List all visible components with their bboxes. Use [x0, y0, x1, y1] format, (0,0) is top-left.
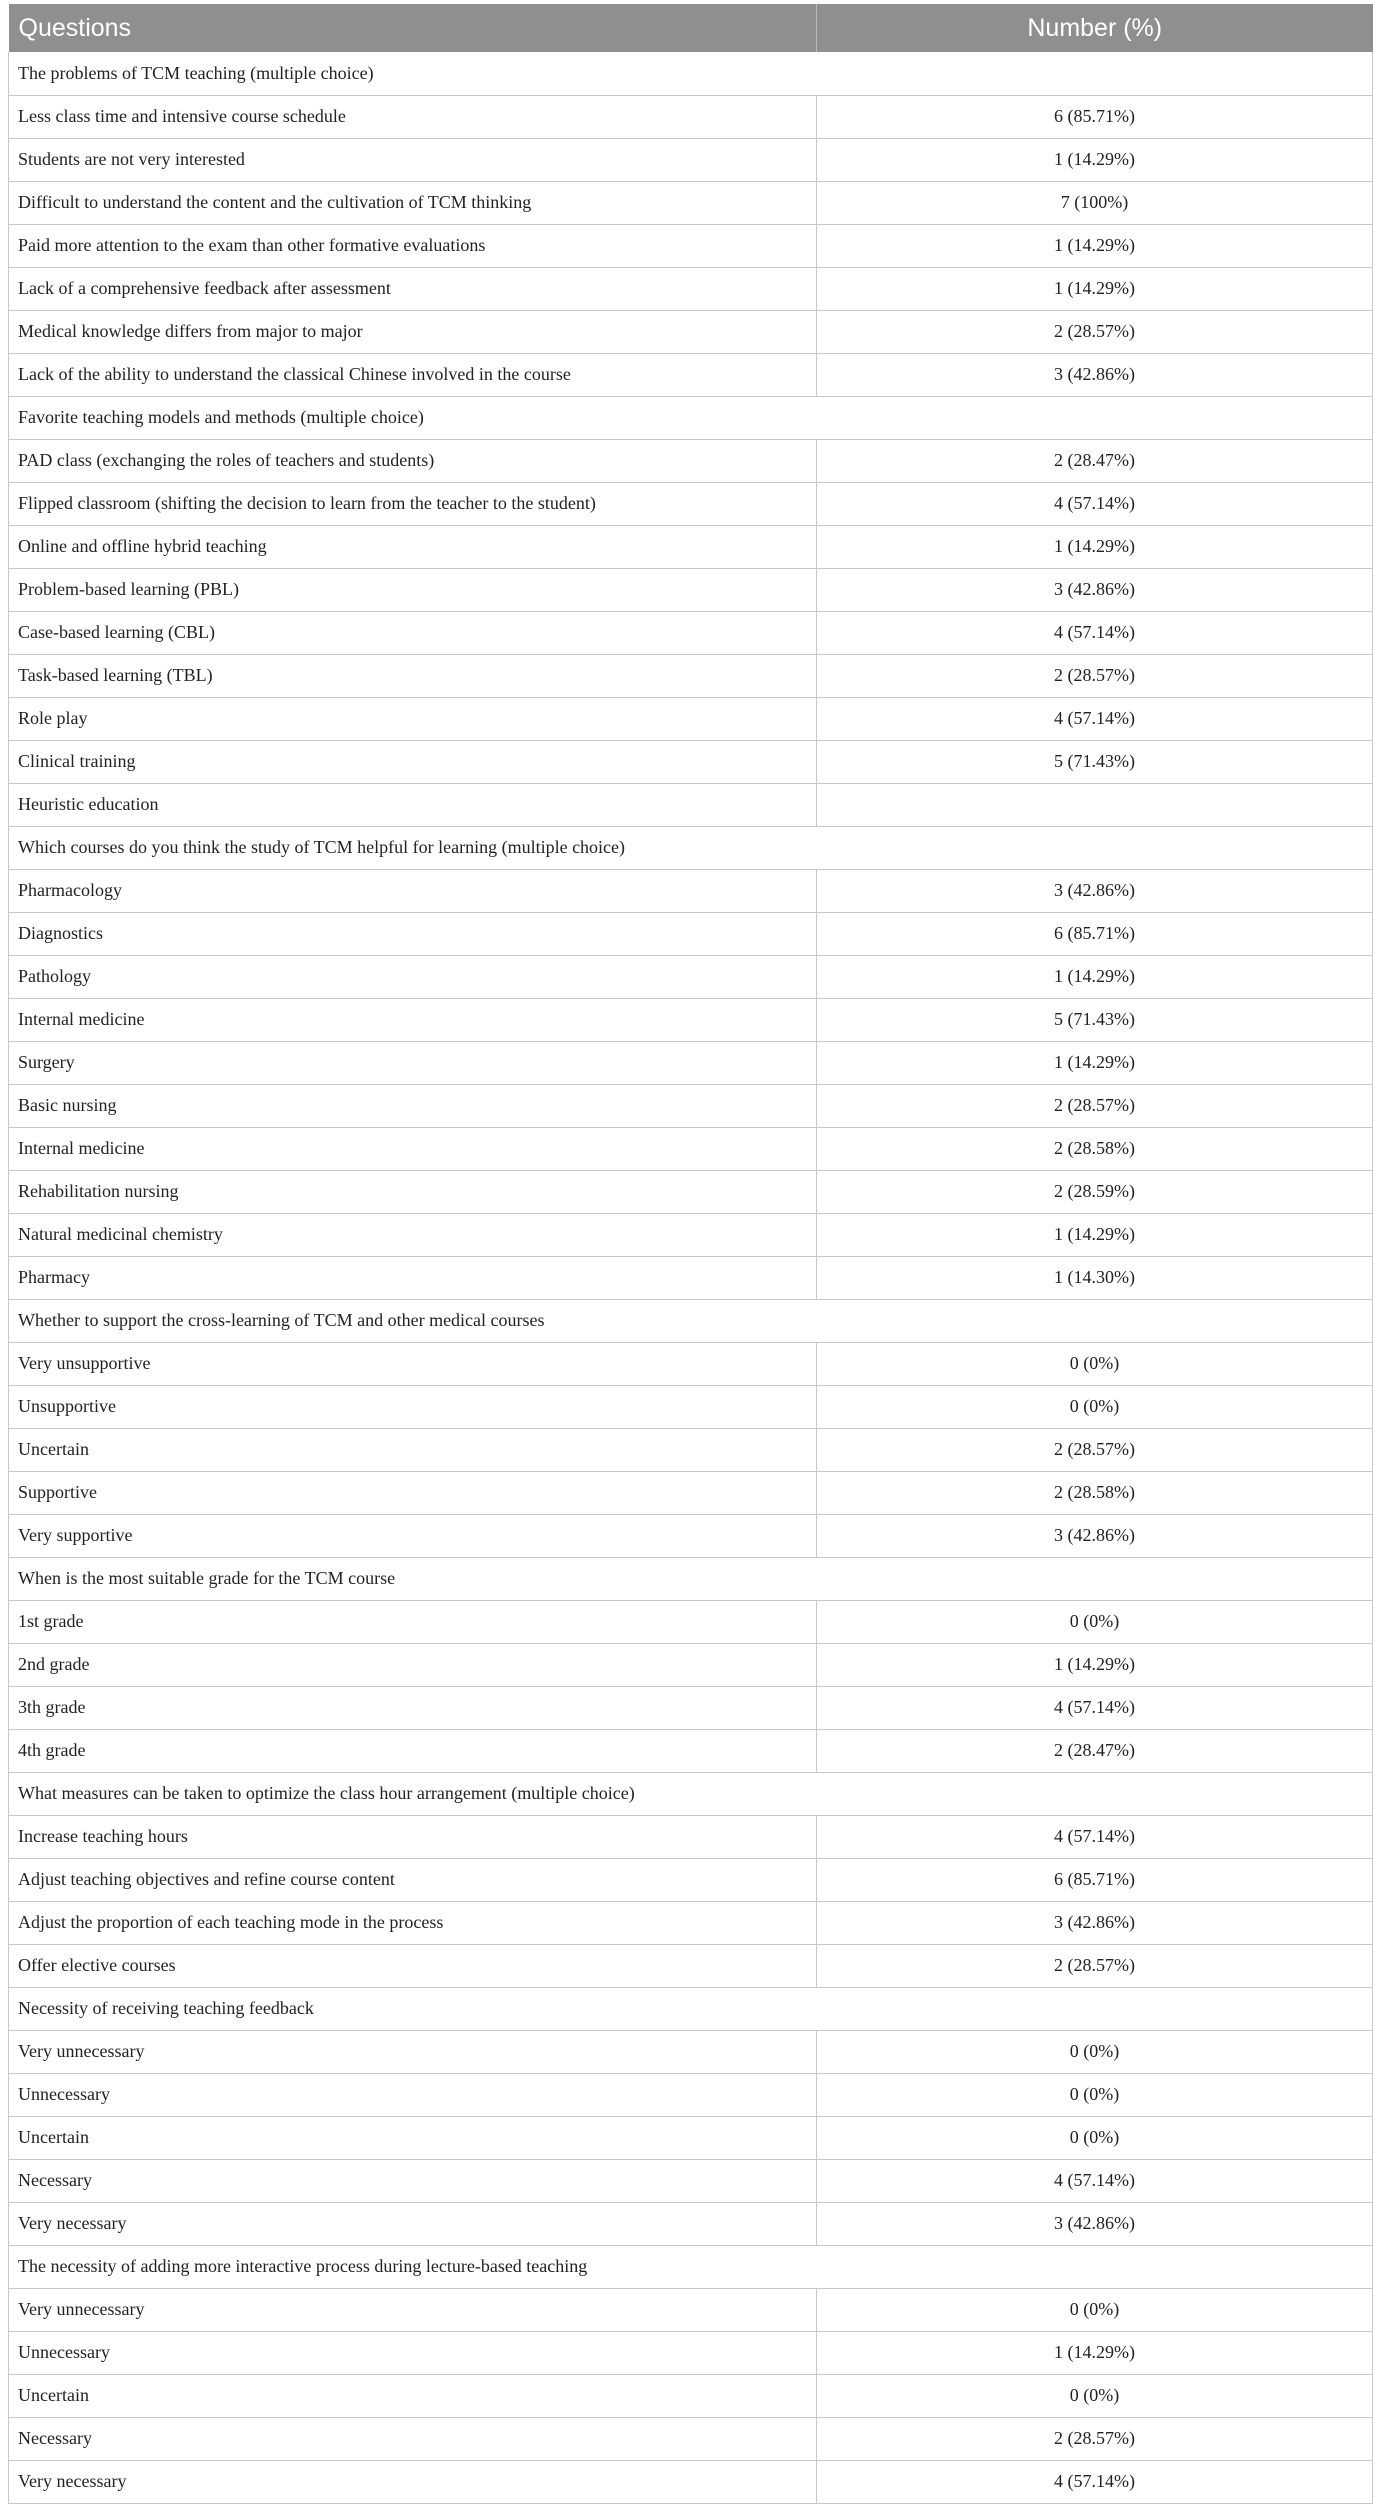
question-cell: Pathology	[9, 955, 817, 998]
question-cell: Surgery	[9, 1041, 817, 1084]
number-cell: 1 (14.29%)	[817, 1643, 1373, 1686]
table-row	[9, 439, 1373, 482]
table-row	[9, 2159, 1373, 2202]
question-cell: Pharmacy	[9, 1256, 817, 1299]
number-cell: 6 (85.71%)	[817, 912, 1373, 955]
question-cell: Case-based learning (CBL)	[9, 611, 817, 654]
table-row	[9, 2460, 1373, 2503]
question-cell: Adjust teaching objectives and refine course content	[9, 1858, 817, 1901]
number-cell: 1 (14.29%)	[817, 1213, 1373, 1256]
table-row	[9, 654, 1373, 697]
table-row	[9, 611, 1373, 654]
table-row	[9, 2202, 1373, 2245]
question-cell: Necessary	[9, 2159, 817, 2202]
table-row	[9, 783, 1373, 826]
table-row	[9, 525, 1373, 568]
number-cell: 2 (28.57%)	[817, 1944, 1373, 1987]
number-cell: 4 (57.14%)	[817, 1686, 1373, 1729]
number-cell: 2 (28.47%)	[817, 1729, 1373, 1772]
table-row	[9, 1213, 1373, 1256]
table-row	[9, 138, 1373, 181]
table-row	[9, 568, 1373, 611]
section-title: The problems of TCM teaching (multiple choice)	[9, 52, 1373, 95]
number-cell: 2 (28.58%)	[817, 1127, 1373, 1170]
table-row	[9, 267, 1373, 310]
table-row	[9, 1342, 1373, 1385]
table-row	[9, 1471, 1373, 1514]
number-cell: 0 (0%)	[817, 2116, 1373, 2159]
question-cell: Unsupportive	[9, 1385, 817, 1428]
question-cell: Very supportive	[9, 1514, 817, 1557]
table-row	[9, 1256, 1373, 1299]
table-row	[9, 1729, 1373, 1772]
number-cell: 4 (57.14%)	[817, 1815, 1373, 1858]
number-cell: 1 (14.29%)	[817, 525, 1373, 568]
question-cell: Increase teaching hours	[9, 1815, 817, 1858]
table-row	[9, 1385, 1373, 1428]
number-cell: 2 (28.47%)	[817, 439, 1373, 482]
number-cell: 0 (0%)	[817, 2288, 1373, 2331]
section-header-row	[9, 1299, 1373, 1342]
table-row	[9, 2073, 1373, 2116]
question-cell: Students are not very interested	[9, 138, 817, 181]
question-cell: Medical knowledge differs from major to major	[9, 310, 817, 353]
question-cell: Unnecessary	[9, 2331, 817, 2374]
table-row	[9, 1041, 1373, 1084]
column-header-number: Number (%)	[817, 4, 1373, 52]
table-row	[9, 1815, 1373, 1858]
table-row	[9, 1084, 1373, 1127]
column-header-questions: Questions	[9, 4, 817, 52]
question-cell: 3th grade	[9, 1686, 817, 1729]
question-cell: 1st grade	[9, 1600, 817, 1643]
section-header-row	[9, 1557, 1373, 1600]
number-cell: 1 (14.29%)	[817, 224, 1373, 267]
table-row	[9, 95, 1373, 138]
number-cell: 1 (14.30%)	[817, 1256, 1373, 1299]
question-cell: Supportive	[9, 1471, 817, 1514]
question-cell: Lack of a comprehensive feedback after assessment	[9, 267, 817, 310]
table-body	[9, 52, 1373, 2503]
number-cell: 2 (28.57%)	[817, 1084, 1373, 1127]
question-cell: Necessary	[9, 2417, 817, 2460]
question-cell: Internal medicine	[9, 1127, 817, 1170]
section-title: What measures can be taken to optimize the class hour arrangement (multiple choice)	[9, 1772, 1373, 1815]
number-cell: 4 (57.14%)	[817, 2159, 1373, 2202]
question-cell: Offer elective courses	[9, 1944, 817, 1987]
number-cell: 2 (28.59%)	[817, 1170, 1373, 1213]
question-cell: Role play	[9, 697, 817, 740]
number-cell: 0 (0%)	[817, 2073, 1373, 2116]
number-cell: 2 (28.57%)	[817, 654, 1373, 697]
number-cell: 3 (42.86%)	[817, 353, 1373, 396]
number-cell: 3 (42.86%)	[817, 1901, 1373, 1944]
number-cell: 5 (71.43%)	[817, 740, 1373, 783]
question-cell: Adjust the proportion of each teaching mode in the process	[9, 1901, 817, 1944]
table-row	[9, 2288, 1373, 2331]
table-row	[9, 1858, 1373, 1901]
question-cell: Less class time and intensive course schedule	[9, 95, 817, 138]
number-cell: 4 (57.14%)	[817, 482, 1373, 525]
number-cell: 3 (42.86%)	[817, 2202, 1373, 2245]
number-cell: 1 (14.29%)	[817, 2331, 1373, 2374]
number-cell: 0 (0%)	[817, 2374, 1373, 2417]
table-row	[9, 482, 1373, 525]
table-row	[9, 2116, 1373, 2159]
question-cell: Pharmacology	[9, 869, 817, 912]
table-row	[9, 2417, 1373, 2460]
question-cell: Very unnecessary	[9, 2288, 817, 2331]
table-row	[9, 310, 1373, 353]
question-cell: Diagnostics	[9, 912, 817, 955]
question-cell: Uncertain	[9, 1428, 817, 1471]
question-cell: Problem-based learning (PBL)	[9, 568, 817, 611]
number-cell: 3 (42.86%)	[817, 1514, 1373, 1557]
number-cell: 4 (57.14%)	[817, 611, 1373, 654]
question-cell: Online and offline hybrid teaching	[9, 525, 817, 568]
section-header-row	[9, 1987, 1373, 2030]
question-cell: Very necessary	[9, 2460, 817, 2503]
question-cell: Heuristic education	[9, 783, 817, 826]
question-cell: Very unnecessary	[9, 2030, 817, 2073]
table-row	[9, 1600, 1373, 1643]
question-cell: Difficult to understand the content and the cultivation of TCM thinking	[9, 181, 817, 224]
table-row	[9, 697, 1373, 740]
table-row	[9, 1170, 1373, 1213]
number-cell: 1 (14.29%)	[817, 1041, 1373, 1084]
table-row	[9, 1514, 1373, 1557]
table-row	[9, 1643, 1373, 1686]
question-cell: Very unsupportive	[9, 1342, 817, 1385]
question-cell: 4th grade	[9, 1729, 817, 1772]
section-title: Necessity of receiving teaching feedback	[9, 1987, 1373, 2030]
table-row	[9, 2374, 1373, 2417]
table-row	[9, 740, 1373, 783]
table-row	[9, 1944, 1373, 1987]
survey-results-table	[8, 4, 1373, 2504]
section-title: Whether to support the cross-learning of TCM and other medical courses	[9, 1299, 1373, 1342]
section-header-row	[9, 826, 1373, 869]
number-cell: 0 (0%)	[817, 1600, 1373, 1643]
number-cell: 1 (14.29%)	[817, 955, 1373, 998]
number-cell: 0 (0%)	[817, 1342, 1373, 1385]
number-cell: 4 (57.14%)	[817, 697, 1373, 740]
table-row	[9, 1428, 1373, 1471]
section-header-row	[9, 52, 1373, 95]
number-cell: 5 (71.43%)	[817, 998, 1373, 1041]
section-header-row	[9, 2245, 1373, 2288]
table-row	[9, 998, 1373, 1041]
section-title: Which courses do you think the study of TCM helpful for learning (multiple choice)	[9, 826, 1373, 869]
question-cell: PAD class (exchanging the roles of teachers and students)	[9, 439, 817, 482]
question-cell: Natural medicinal chemistry	[9, 1213, 817, 1256]
table-row	[9, 955, 1373, 998]
question-cell: Clinical training	[9, 740, 817, 783]
section-header-row	[9, 396, 1373, 439]
number-cell	[817, 783, 1373, 826]
number-cell: 2 (28.57%)	[817, 2417, 1373, 2460]
table-row	[9, 869, 1373, 912]
table-row	[9, 181, 1373, 224]
number-cell: 6 (85.71%)	[817, 1858, 1373, 1901]
section-title: The necessity of adding more interactive process during lecture-based teaching	[9, 2245, 1373, 2288]
table-row	[9, 912, 1373, 955]
question-cell: Basic nursing	[9, 1084, 817, 1127]
number-cell: 2 (28.57%)	[817, 310, 1373, 353]
table-row	[9, 1127, 1373, 1170]
table-row	[9, 353, 1373, 396]
number-cell: 0 (0%)	[817, 2030, 1373, 2073]
number-cell: 2 (28.58%)	[817, 1471, 1373, 1514]
question-cell: Uncertain	[9, 2374, 817, 2417]
number-cell: 3 (42.86%)	[817, 568, 1373, 611]
table-row	[9, 2030, 1373, 2073]
question-cell: Flipped classroom (shifting the decision to learn from the teacher to the student)	[9, 482, 817, 525]
table-row	[9, 1901, 1373, 1944]
question-cell: Paid more attention to the exam than other formative evaluations	[9, 224, 817, 267]
question-cell: Internal medicine	[9, 998, 817, 1041]
section-title: When is the most suitable grade for the TCM course	[9, 1557, 1373, 1600]
section-header-row	[9, 1772, 1373, 1815]
question-cell: Very necessary	[9, 2202, 817, 2245]
number-cell: 3 (42.86%)	[817, 869, 1373, 912]
question-cell: Lack of the ability to understand the classical Chinese involved in the course	[9, 353, 817, 396]
number-cell: 1 (14.29%)	[817, 267, 1373, 310]
question-cell: Uncertain	[9, 2116, 817, 2159]
table-row	[9, 2331, 1373, 2374]
number-cell: 6 (85.71%)	[817, 95, 1373, 138]
table-header-row	[9, 4, 1373, 52]
question-cell: Rehabilitation nursing	[9, 1170, 817, 1213]
question-cell: Unnecessary	[9, 2073, 817, 2116]
section-title: Favorite teaching models and methods (multiple choice)	[9, 396, 1373, 439]
number-cell: 1 (14.29%)	[817, 138, 1373, 181]
question-cell: Task-based learning (TBL)	[9, 654, 817, 697]
number-cell: 0 (0%)	[817, 1385, 1373, 1428]
question-cell: 2nd grade	[9, 1643, 817, 1686]
table-row	[9, 1686, 1373, 1729]
table-row	[9, 224, 1373, 267]
number-cell: 7 (100%)	[817, 181, 1373, 224]
number-cell: 2 (28.57%)	[817, 1428, 1373, 1471]
number-cell: 4 (57.14%)	[817, 2460, 1373, 2503]
